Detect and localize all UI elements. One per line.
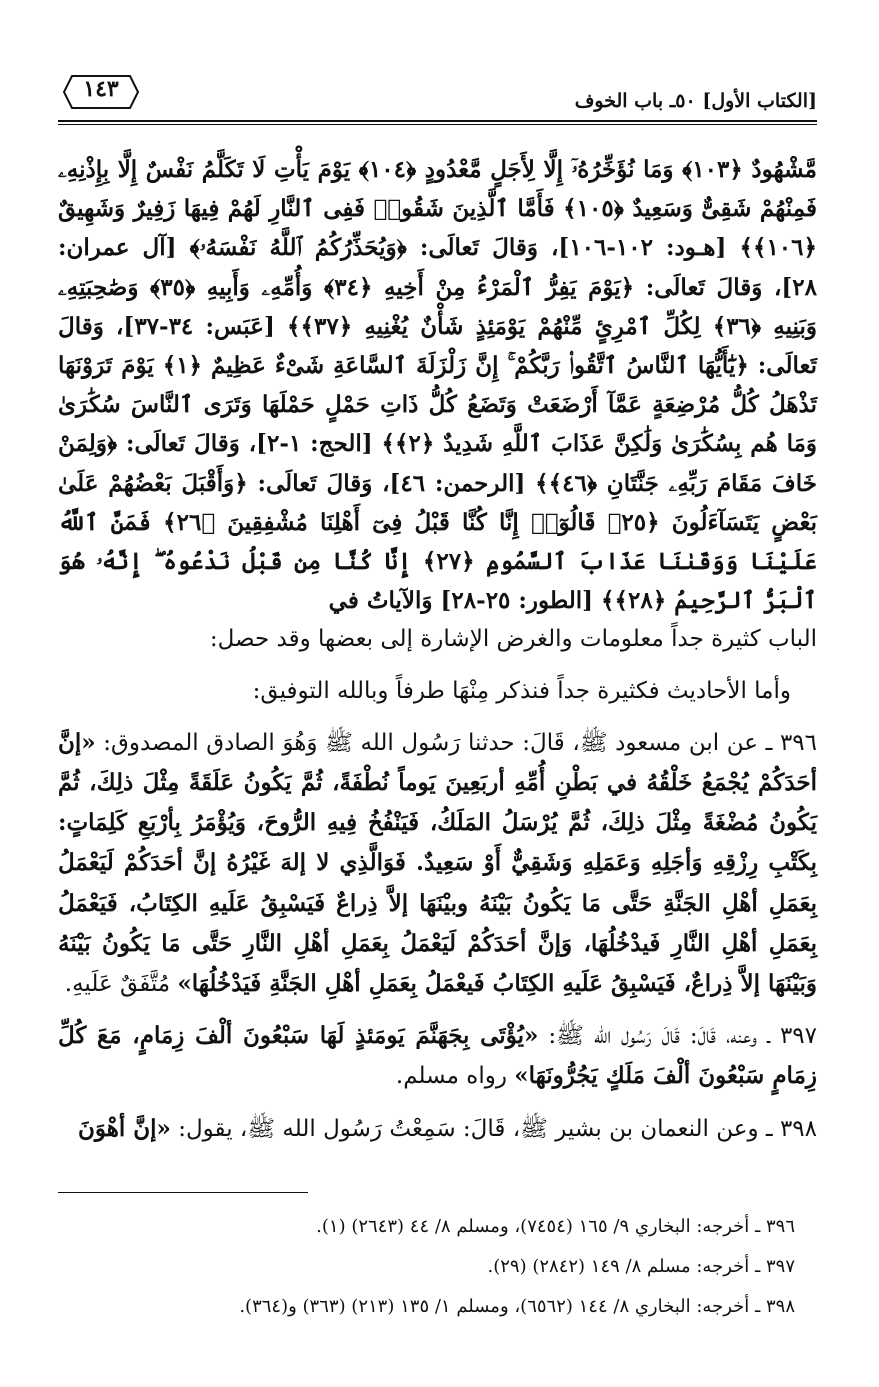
hadith-text: «يُؤْتَى بِجَهَنَّمَ يَومَئذٍ لَهَا سَبْعُونَ ألْفَ زِمَامٍ، مَعَ كُلِّ زِمَامٍ سَبْعُونَ ألْفَ مَلَكٍ يَجُرُّونَهَا» (58, 1022, 817, 1090)
hadith-grading: مُتَّفَقٌ عَلَيهِ. (64, 971, 178, 998)
footnote-398: ٣٩٨ ـ أخرجه: البخاري ٨/ ١٤٤ (٦٥٦٢)، ومسلم ١/ ١٣٥ (٢١٣) (٣٦٣) و(٣٦٤). (239, 1296, 795, 1317)
hadith-lead: ٣٩٦ ـ عن ابن مسعود ﷺ، قَالَ: حدثنا رَسُول الله ﷺ وَهُوَ الصادق المصدوق: (95, 729, 817, 756)
header-rule-thin (58, 124, 817, 125)
hadith-lead: ٣٩٧ ـ وعنه، قَالَ: قَالَ رَسُول الله ﷺ: (538, 1023, 817, 1050)
footnote-396: ٣٩٦ ـ أخرجه: البخاري ٩/ ١٦٥ (٧٤٥٤)، ومسلم ٨/ ٤٤ (٢٦٤٣) (١). (316, 1216, 795, 1237)
hadith-grading: رواه مسلم. (395, 1063, 515, 1090)
hadith-lead: ٣٩٨ ـ وعن النعمان بن بشير ﷺ، قَالَ: سَمِعْتُ رَسُول الله ﷺ، يقول: (170, 1115, 817, 1142)
footnote-rule (58, 1192, 308, 1193)
main-text (58, 150, 817, 1149)
hadith-396 (58, 723, 817, 1004)
chapter-note: الباب كثيرة جداً معلومات والغرض الإشارة إلى بعضها وقد حصل: (209, 626, 817, 653)
hadith-398 (58, 1109, 817, 1149)
hadith-text: «إنَّ أحَدَكُمْ يُجْمَعُ خَلْقُهُ في بَطْنِ أُمِّهِ أربَعِينَ يَوماً نُطْفَةً، ثُمَّ يَكُونُ عَلَقَةً مِثْلَ ذلِكَ، ثُمَّ يَكُونُ مُضْغَةً مِثْلَ ذلِكَ، ثُمَّ يُرْسَلُ المَلَكُ، فَيَنْفُخُ فِيهِ الرُّوحَ، وَيُؤْمَرُ بِأرْبَعِ كَلِمَاتٍ: بِكَتْبِ رِزْقِهِ وَأجَلِهِ وَعَمَلِهِ وَشَقِيٌّ أَوْ سَعِيدٌ. فَوَالَّذِي لا إلهَ غَيْرُهُ إنَّ أحَدَكُمْ لَيَعْمَلُ بِعَمَلِ أهْلِ الجَنَّةِ حَتَّى مَا يَكُونُ بَيْنَهُ وبيْنَهَا إلاَّ ذِراعٌ فَيَسْبِقُ عَلَيهِ الكِتَابُ، فَيَعْمَلُ بِعَمَلِ أهْلِ النَّارِ فَيدْخُلُهَا، وَإنَّ أحَدَكُمْ لَيَعْمَلُ بِعَمَلِ أهْلِ النَّارِ حَتَّى مَا يَكُونُ بَيْنَهُ وَبَيْنَهَا إلاَّ ذِراعٌ، فَيَسْبِقُ عَلَيهِ الكِتَابُ فَيعْمَلُ بِعَمَلِ أهْلِ الجَنَّةِ فَيَدْخُلُهَا» (58, 728, 817, 998)
page-header (58, 72, 817, 122)
header-rule (58, 120, 817, 122)
page-number-frame (62, 72, 140, 112)
running-title: [الكتاب الأول] ٥٠ـ باب الخوف (574, 90, 817, 112)
footnote-397: ٣٩٧ ـ أخرجه: مسلم ٨/ ١٤٩ (٢٨٤٢) (٢٩). (487, 1256, 795, 1277)
page-number: ١٤٣ (83, 76, 119, 102)
footnotes (58, 1215, 817, 1335)
quran-verses: مَّشْهُودٌ ﴿١٠٣﴾ وَمَا نُؤَخِّرُهُۥٓ إِلَّا لِأَجَلٍ مَّعْدُودٍ ﴿١٠٤﴾ يَوْمَ يَأْتِ لَا تَكَلَّمُ نَفْسٌ إِلَّا بِإِذْنِهِۦ فَمِنْهُمْ شَقِىٌّ وَسَعِيدٌ ﴿١٠٥﴾ فَأَمَّا ٱلَّذِينَ شَقُوا۟ فَفِى ٱلنَّارِ لَهُمْ فِيهَا زَفِيرٌ وَشَهِيقٌ ﴿١٠٦﴾﴾ [هـود: ١٠٢-١٠٦]، وَقالَ تَعالَى: ﴿وَيُحَذِّرُكُمُ ٱللَّهُ نَفْسَهُۥ﴾ [آل عمران: ٢٨]، وَقالَ تَعالَى: ﴿يَوْمَ يَفِرُّ ٱلْمَرْءُ مِنْ أَخِيهِ ﴿٣٤﴾ وَأُمِّهِۦ وَأَبِيهِ ﴿٣٥﴾ وَصَٰحِبَتِهِۦ وَبَنِيهِ ﴿٣٦﴾ لِكُلِّ ٱمْرِئٍ مِّنْهُمْ يَوْمَئِذٍ شَأْنٌ يُغْنِيهِ ﴿٣٧﴾﴾ [عَبَس: ٣٤-٣٧]، وَقالَ تَعالَى: ﴿يَٰٓأَيُّهَا ٱلنَّاسُ ٱتَّقُوا۟ رَبَّكُمْ ۚ إِنَّ زَلْزَلَةَ ٱلسَّاعَةِ شَىْءٌ عَظِيمٌ ﴿١﴾ يَوْمَ تَرَوْنَهَا تَذْهَلُ كُلُّ مُرْضِعَةٍ عَمَّآ أَرْضَعَتْ وَتَضَعُ كُلُّ ذَاتِ حَمْلٍ حَمْلَهَا وَتَرَى ٱلنَّاسَ سُكَٰرَىٰ وَمَا هُم بِسُكَٰرَىٰ وَلَٰكِنَّ عَذَابَ ٱللَّهِ شَدِيدٌ ﴿٢﴾﴾ [الحج: ١-٢]، وَقالَ تَعالَى: ﴿وَلِمَنْ خَافَ مَقَامَ رَبِّهِۦ جَنَّتَانِ ﴿٤٦﴾﴾ [الرحمن: ٤٦]، وَقالَ تَعالَى: ﴿وَأَقْبَلَ بَعْضُهُمْ عَلَىٰ بَعْضٍ يَتَسَآءَلُونَ ﴿٢٥﴾ قَالُوٓا۟ إِنَّا كُنَّا قَبْلُ فِىٓ أَهْلِنَا مُشْفِقِينَ ﴿٢٦﴾ فَمَنَّ ٱللَّهُ عَلَيْنَا وَوَقَىٰنَا عَذَابَ ٱلسَّمُومِ ﴿٢٧﴾ إِنَّا كُنَّا مِن قَبْلُ نَدْعُوهُ ۖ إِنَّهُۥ هُوَ ٱلْبَرُّ ٱلرَّحِيمُ ﴿٢٨﴾﴾ [الطور: ٢٥-٢٨] وَالآياتُ في (58, 156, 818, 615)
hadith-text: «إنَّ أهْوَنَ (77, 1114, 171, 1142)
hadith-397 (58, 1016, 817, 1096)
ahadith-intro: وأما الأحاديث فكثيرة جداً فنذكر مِنْهَا طرفاً وبالله التوفيق: (252, 677, 791, 704)
